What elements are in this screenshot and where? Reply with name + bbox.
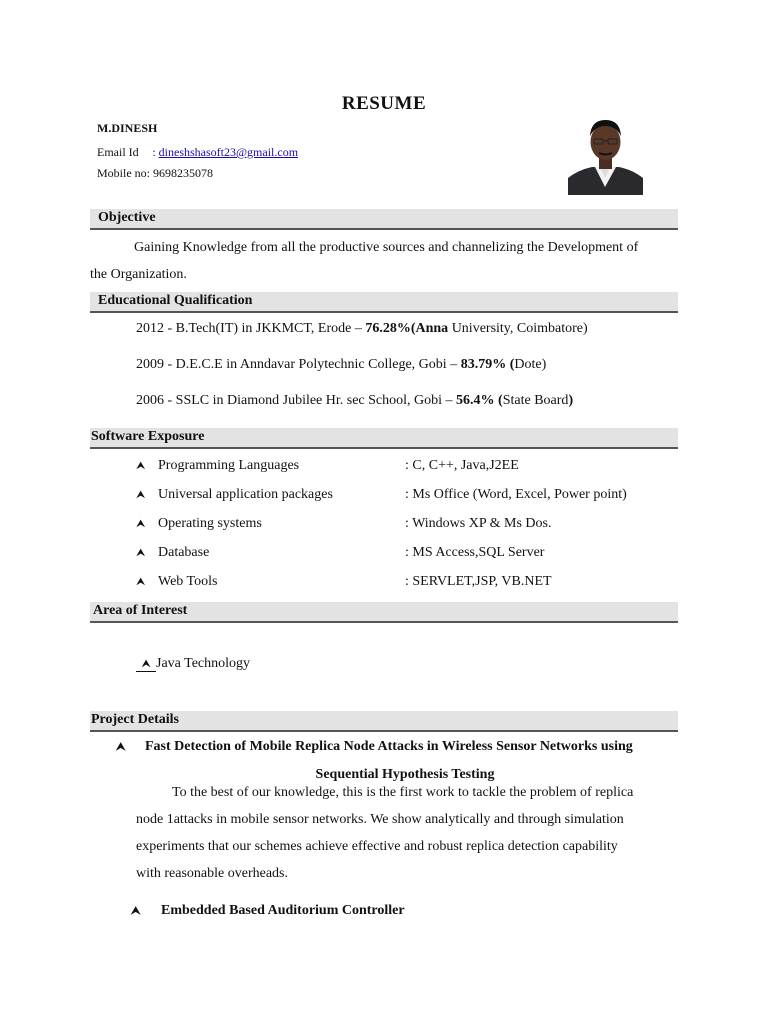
software-value: : SERVLET,JSP, VB.NET <box>405 574 552 589</box>
project-desc-line: node 1attacks in mobile sensor networks. We show analytically and through simulation <box>136 812 624 827</box>
education-board: State Board <box>502 393 569 408</box>
software-header <box>90 428 678 449</box>
mobile-number: Mobile no: 9698235078 <box>97 166 213 180</box>
software-item <box>136 545 209 561</box>
education-heading: Educational Qualification <box>98 293 253 308</box>
arrow-bullet-icon: ⮝ <box>136 547 146 559</box>
software-item <box>136 574 217 590</box>
education-score: 76.28% <box>365 321 411 336</box>
profile-photo <box>568 112 643 195</box>
project-title: Embedded Based Auditorium Controller <box>161 903 405 918</box>
projects-header <box>90 711 678 732</box>
arrow-bullet-icon: ⮝ <box>136 576 146 588</box>
education-row <box>136 321 588 337</box>
project-title: Fast Detection of Mobile Replica Node Attacks in Wireless Sensor Networks using <box>145 739 633 754</box>
software-value: : C, C++, Java,J2EE <box>405 458 519 473</box>
email-label: Email Id <box>97 145 139 159</box>
education-board: Dote) <box>514 357 547 372</box>
software-item <box>136 516 262 532</box>
education-close-paren: ) <box>568 393 574 408</box>
email-separator: : <box>152 145 156 159</box>
education-row <box>136 357 546 373</box>
education-text: 2009 - D.E.C.E in Anndavar Polytechnic College, Gobi – <box>136 357 461 372</box>
education-board: (Anna <box>410 321 449 336</box>
interest-heading: Area of Interest <box>93 603 188 618</box>
software-label: Programming Languages <box>158 458 300 473</box>
objective-line-1: Gaining Knowledge from all the productive sources and channelizing the Development of <box>134 240 639 255</box>
project-title-continued: Sequential Hypothesis Testing <box>315 767 495 782</box>
arrow-bullet-icon: ⮝ <box>131 905 141 917</box>
software-label: Operating systems <box>158 516 262 531</box>
software-label: Universal application packages <box>158 487 333 502</box>
project-title-row <box>131 903 405 919</box>
objective-line-2: the Organization. <box>90 267 187 282</box>
projects-heading: Project Details <box>91 712 179 727</box>
software-label: Database <box>158 545 210 560</box>
software-value: : MS Access,SQL Server <box>405 545 545 560</box>
interest-label: Java Technology <box>156 656 251 671</box>
objective-header <box>90 209 678 230</box>
project-desc-line: To the best of our knowledge, this is the first work to tackle the problem of replica <box>172 785 634 800</box>
interest-item <box>136 656 250 672</box>
email-row <box>97 145 298 160</box>
software-item <box>136 487 333 503</box>
arrow-bullet-icon: ⮝ <box>116 741 126 753</box>
email-link[interactable]: dineshshasoft23@gmail.com <box>158 145 299 159</box>
project-title-row <box>116 739 633 755</box>
arrow-bullet-icon: ⮝ <box>136 460 146 472</box>
education-text: 2006 - SSLC in Diamond Jubilee Hr. sec School, Gobi – <box>136 393 457 408</box>
education-text: 2012 - B.Tech(IT) in JKKMCT, Erode – <box>136 321 366 336</box>
software-item <box>136 458 299 474</box>
education-row <box>136 393 573 409</box>
project-desc-line: with reasonable overheads. <box>136 866 288 881</box>
software-value: : Windows XP & Ms Dos. <box>405 516 552 531</box>
education-score: 83.79% ( <box>460 357 515 372</box>
education-score: 56.4% ( <box>456 393 503 408</box>
project-desc-line: experiments that our schemes achieve effective and robust replica detection capability <box>136 839 618 854</box>
arrow-bullet-icon: ⮝ <box>136 518 146 530</box>
arrow-bullet-icon: ⮝ <box>136 658 156 672</box>
software-label: Web Tools <box>158 574 218 589</box>
software-heading: Software Exposure <box>91 429 205 444</box>
software-value: : Ms Office (Word, Excel, Power point) <box>405 487 627 502</box>
education-university: University, Coimbatore) <box>448 321 588 336</box>
candidate-name: M.DINESH <box>97 121 158 135</box>
interest-header <box>90 602 678 623</box>
resume-title: RESUME <box>341 93 427 114</box>
arrow-bullet-icon: ⮝ <box>136 489 146 501</box>
education-header <box>90 292 678 313</box>
objective-heading: Objective <box>98 210 156 225</box>
